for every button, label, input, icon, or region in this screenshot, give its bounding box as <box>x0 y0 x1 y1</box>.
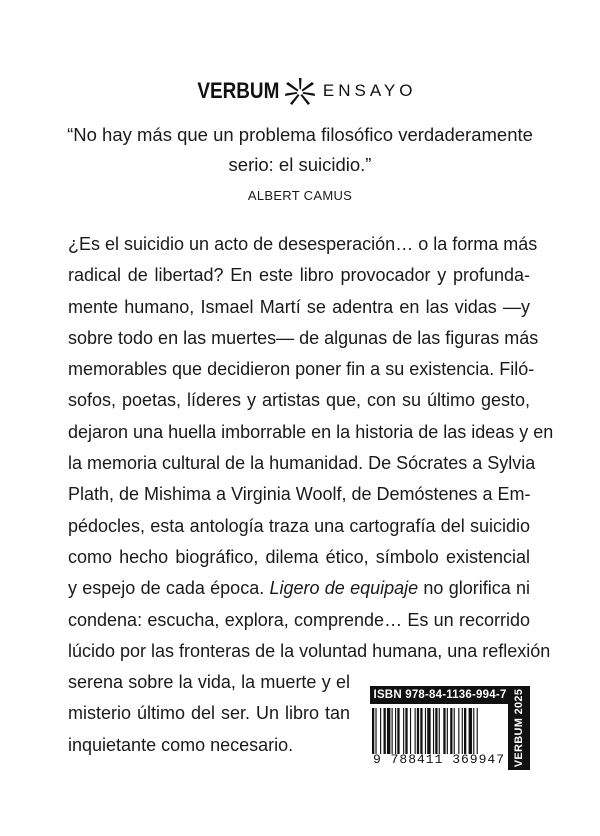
synopsis-line: inquietante como necesario. <box>68 734 294 755</box>
epigraph-author: ALBERT CAMUS <box>247 188 353 203</box>
synopsis-line: radical de libertad? En este libro provocador y profunda- <box>68 265 530 286</box>
barcode-bar <box>387 708 390 754</box>
barcode-bar <box>435 708 437 754</box>
publisher-name: VERBUM <box>196 78 279 103</box>
series-name: ENSAYO <box>322 81 417 100</box>
synopsis-fragment: no glorifica ni <box>418 578 530 599</box>
book-title: Ligero de equipaje <box>269 578 419 599</box>
synopsis-line: dejaron una huella imborrable en la historia de las ideas y en <box>68 421 554 442</box>
synopsis-line-with-title <box>68 573 530 604</box>
barcode-bar <box>417 708 419 754</box>
barcode-bar <box>403 708 404 754</box>
star-burst-icon <box>283 76 317 106</box>
barcode-bar <box>454 708 455 754</box>
barcode-bar <box>447 708 448 754</box>
barcode-bar <box>375 708 376 754</box>
barcode-bar <box>427 708 430 754</box>
synopsis-line: pédocles, esta antología traza una cartografía del suicidio <box>68 515 530 536</box>
barcode-bar <box>392 708 393 754</box>
synopsis-line: serena sobre la vida, la muerte y el <box>68 672 350 693</box>
barcode-bar <box>397 708 399 754</box>
synopsis-fragment: y espejo de cada época. <box>68 578 270 599</box>
synopsis-line: Plath, de Mishima a Virginia Woolf, de Demóstenes a Em- <box>68 484 531 505</box>
barcode-bar <box>425 708 426 754</box>
barcode-bar <box>464 708 466 754</box>
synopsis-line: lúcido por las fronteras de la voluntad humana, una reflexión <box>68 640 551 661</box>
synopsis-text <box>68 229 554 761</box>
barcode-bar <box>395 708 396 754</box>
synopsis-line: sobre todo en las muertes— de algunas de las figuras más <box>68 327 539 348</box>
epigraph-quote <box>40 120 560 180</box>
barcode-bar <box>405 708 407 754</box>
barcode-bar <box>469 708 472 754</box>
epigraph-line: serio: el suicidio.” <box>228 154 372 175</box>
barcode-bar <box>410 708 411 754</box>
synopsis-line: sofos, poetas, líderes y artistas que, con su último gesto, <box>68 390 530 411</box>
publisher-logo <box>0 76 600 106</box>
barcode-bar <box>433 708 434 754</box>
barcode <box>370 708 510 754</box>
barcode-bar <box>462 708 463 754</box>
isbn-label: ISBN 978-84-1136-994-7 <box>370 686 510 704</box>
barcode-bar <box>384 708 386 754</box>
synopsis-line: misterio último del ser. Un libro tan <box>68 703 350 724</box>
synopsis-line: como hecho biográfico, dilema ético, símbolo existencial <box>68 546 530 567</box>
barcode-bar <box>443 708 445 754</box>
barcode-bar <box>473 708 474 754</box>
barcode-bar <box>420 708 422 754</box>
barcode-bar <box>380 708 381 754</box>
barcode-bar <box>458 708 459 754</box>
barcode-digits: 9 788411 369947 <box>372 752 506 767</box>
barcode-bar <box>372 708 374 754</box>
barcode-bar <box>439 708 440 754</box>
barcode-bar <box>415 708 416 754</box>
synopsis-line: mente humano, Ismael Martí se adentra en las vidas —y <box>68 296 530 317</box>
barcode-bar <box>450 708 452 754</box>
synopsis-line: memorables que decidieron poner fin a su existencia. Filó- <box>68 359 535 380</box>
epigraph-line: “No hay más que un problema filosófico verdaderamente <box>67 124 533 145</box>
barcode-bar <box>477 708 478 754</box>
synopsis-line: condena: escucha, explora, comprende… Es un recorrido <box>68 609 530 630</box>
synopsis-line: la memoria cultural de la humanidad. De Sócrates a Sylvia <box>68 453 536 474</box>
isbn-barcode-block <box>370 686 530 770</box>
synopsis-line: ¿Es el suicidio un acto de desesperación… o la forma más <box>68 234 538 254</box>
imprint-year-text: VERBUM 2025 <box>513 688 525 768</box>
imprint-year-tag <box>508 686 530 770</box>
